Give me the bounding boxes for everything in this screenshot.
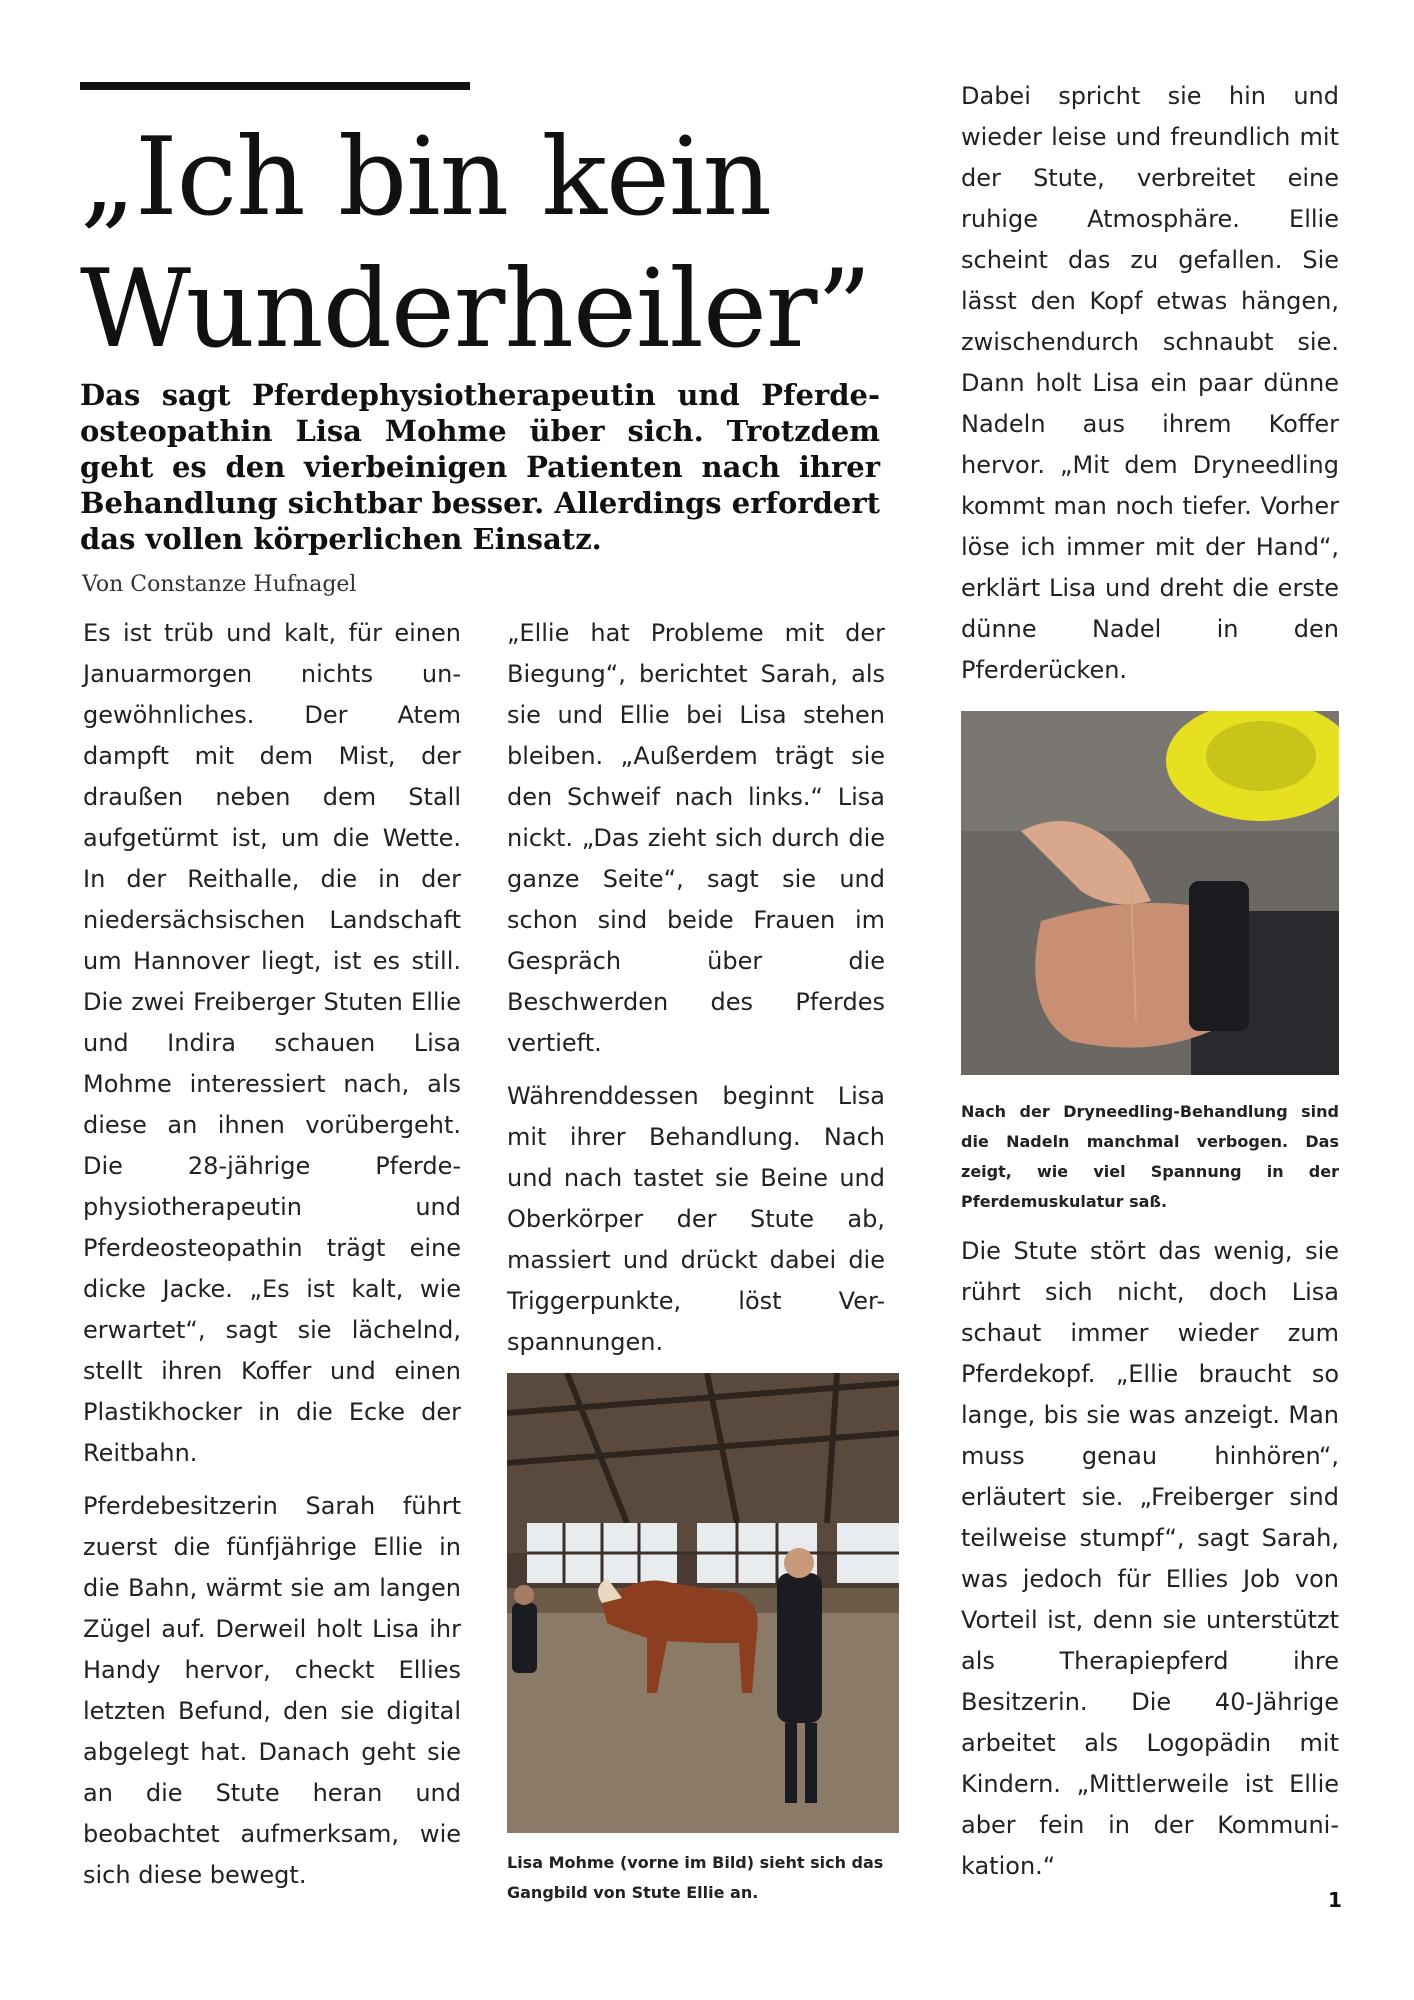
lede: Das sagt Pferdephysiotherapeutin und Pferde-osteopathin Lisa Mohme über sich. Trotzdem geht es den vierbeinigen Patienten nach ihrer Behandlung sichtbar besser. Allerdings erfordert das vollen körperlichen Einsatz. xyxy=(80,378,880,556)
paragraph: Pferdebesitzerin Sarah führt zuerst die fünfjährige Ellie in die Bahn, wärmt sie am langen Zügel auf. Derweil holt Lisa ihr Handy hervor, checkt Ellies letzten Befund, den sie digital abgelegt hat. Danach geht sie an die Stute heran und beobachtet aufmerksam, wie sich diese bewegt. xyxy=(83,1492,461,1889)
column-3-bottom xyxy=(961,1231,1339,1899)
paragraph: „Ellie hat Probleme mit der Biegung“, berichtet Sarah, als sie und Ellie bei Lisa stehen bleiben. „Außerdem trägt sie den Schweif nach links.“ Lisa nickt. „Das zieht sich durch die ganze Seite“, sagt sie und schon sind beide Frauen im Gespräch über die Beschwerden des Pferdes vertieft. xyxy=(507,619,885,1057)
byline: Von Constanze Hufnagel xyxy=(82,572,357,597)
column-3-top xyxy=(961,76,1339,703)
column-2 xyxy=(507,613,885,1375)
arena-photo-caption: Lisa Mohme (vorne im Bild) sieht sich das Gangbild von Stute Ellie an. xyxy=(507,1853,884,1902)
headline-line-2: Wunderheiler” xyxy=(80,247,871,372)
paragraph: Dabei spricht sie hin und wieder leise und freundlich mit der Stute, verbreitet eine ruhige Atmosphäre. Ellie scheint das zu gefallen. Sie lässt den Kopf etwas hängen, zwischendurch schnaubt sie. Dann holt Lisa ein paar dünne Nadeln aus ihrem Koffer hervor. „Mit dem Dryneedling kommt man noch tiefer. Vorher löse ich immer mit der Hand“, erklärt Lisa und dreht die erste dünne Nadel in den Pferderücken. xyxy=(961,82,1339,684)
paragraph: Es ist trüb und kalt, für einen Januarmorgen nichts un-gewöhnliches. Der Atem dampft mit dem Mist, der draußen neben dem Stall aufgetürmt ist, um die Wette. In der Reithalle, die in der niedersächsischen Landschaft um Hannover liegt, ist es still. Die zwei Freiberger Stuten Ellie und Indira schauen Lisa Mohme interessiert nach, als diese an ihnen vorübergeht. Die 28-jährige Pferde-physiotherapeutin und Pferdeosteopathin trägt eine dicke Jacke. „Es ist kalt, wie erwartet“, sagt sie lächelnd, stellt ihren Koffer und einen Plastikhocker in die Ecke der Reitbahn. xyxy=(83,619,461,1467)
needle-photo-caption: Nach der Dryneedling-Behandlung sind die Nadeln manchmal verbogen. Das zeigt, wie viel Spannung in der Pferdemuskulatur saß. xyxy=(961,1102,1339,1211)
column-1 xyxy=(83,613,461,1908)
page-number: 1 xyxy=(1328,1888,1342,1912)
paragraph: Die Stute stört das wenig, sie rührt sich nicht, doch Lisa schaut immer wieder zum Pferdekopf. „Ellie braucht so lange, bis sie was anzeigt. Man muss genau hinhören“, erläutert sie. „Freiberger sind teilweise stumpf“, sagt Sarah, was jedoch für Ellies Job von Vorteil ist, denn sie unterstützt als Therapiepferd ihre Besitzerin. Die 40-Jährige arbeitet als Logopädin mit Kindern. „Mittlerweile ist Ellie aber fein in der Kommuni-kation.“ xyxy=(961,1237,1339,1880)
needle-photo xyxy=(961,711,1339,1075)
arena-photo xyxy=(507,1373,899,1833)
paragraph: Währenddessen beginnt Lisa mit ihrer Behandlung. Nach und nach tastet sie Beine und Oberkörper der Stute ab, massiert und drückt dabei die Triggerpunkte, löst Ver-spannungen. xyxy=(507,1082,885,1356)
headline xyxy=(80,112,871,376)
headline-rule xyxy=(80,82,470,90)
headline-line-1: „Ich bin kein xyxy=(80,115,772,240)
